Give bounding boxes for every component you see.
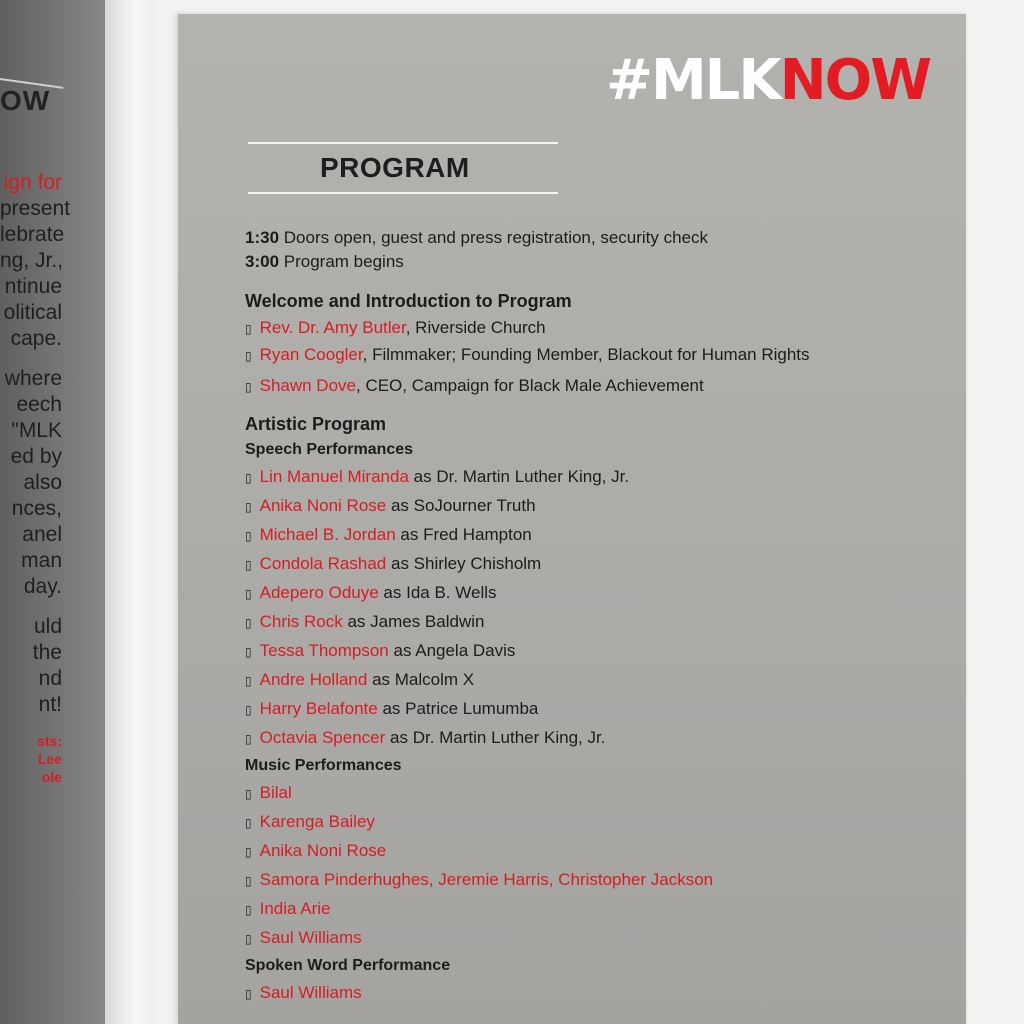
performer-name: Rev. Dr. Amy Butler xyxy=(259,318,406,337)
list-item xyxy=(245,608,945,637)
left-page-line: olitical xyxy=(3,301,62,324)
performer-name: Octavia Spencer xyxy=(259,728,386,747)
performer-name: Ryan Coogler xyxy=(259,345,363,364)
left-page-line xyxy=(0,352,118,366)
left-page-line: nces, xyxy=(11,497,62,520)
left-page-line: also xyxy=(23,471,62,494)
left-page-credit-line: Lee xyxy=(37,751,62,767)
program-page xyxy=(178,14,966,1024)
schedule-time: 1:30 xyxy=(245,228,280,247)
left-page-line: day. xyxy=(23,575,62,598)
page-title: PROGRAM xyxy=(320,152,470,183)
performer-detail: as Angela Davis xyxy=(388,641,516,660)
bullet-box-icon: ▯ xyxy=(245,558,252,572)
performer-detail: as James Baldwin xyxy=(342,612,485,631)
list-item xyxy=(245,866,945,895)
performer-name: Adepero Oduye xyxy=(259,583,379,602)
schedule-text: Program begins xyxy=(283,252,404,271)
left-page-line: ng, Jr., xyxy=(0,249,64,272)
music-list xyxy=(245,779,945,953)
welcome-list xyxy=(245,314,945,401)
left-page-line: lebrate xyxy=(0,223,65,246)
bullet-box-icon: ▯ xyxy=(245,874,252,888)
left-page-line: where xyxy=(4,367,62,390)
title-rule-bottom xyxy=(248,192,558,194)
bullet-box-icon: ▯ xyxy=(245,987,252,1001)
performer-detail: as Dr. Martin Luther King, Jr. xyxy=(385,728,606,747)
performer-detail: as Dr. Martin Luther King, Jr. xyxy=(408,467,630,486)
schedule-time: 3:00 xyxy=(245,252,280,271)
list-item xyxy=(245,837,945,866)
list-item xyxy=(245,314,945,343)
performer-name: Saul Williams xyxy=(259,928,362,947)
performer-detail: as SoJourner Truth xyxy=(386,496,536,515)
left-page-spacer xyxy=(0,718,118,732)
speech-list xyxy=(245,463,945,753)
music-heading: Music Performances xyxy=(245,757,402,774)
left-page-line: ntinue xyxy=(4,275,62,298)
bullet-box-icon: ▯ xyxy=(245,380,252,394)
bullet-box-icon: ▯ xyxy=(245,732,252,746)
performer-detail: , Filmmaker; Founding Member, Blackout for Human Rights xyxy=(362,345,810,364)
bullet-box-icon: ▯ xyxy=(245,932,252,946)
performer-detail: as Malcolm X xyxy=(367,670,475,689)
left-page-line: nd xyxy=(38,667,62,690)
performer-name: Anika Noni Rose xyxy=(259,496,387,515)
schedule-line xyxy=(245,250,945,274)
performer-name: Anika Noni Rose xyxy=(259,841,387,860)
performer-name: Shawn Dove xyxy=(259,376,356,395)
left-page-line: man xyxy=(21,549,62,572)
list-item xyxy=(245,579,945,608)
list-item xyxy=(245,637,945,666)
list-item xyxy=(245,372,945,401)
schedule-line xyxy=(245,226,945,250)
performer-name: Samora Pinderhughes, Jeremie Harris, Christopher Jackson xyxy=(259,870,714,889)
list-item xyxy=(245,779,945,808)
bullet-box-icon: ▯ xyxy=(245,674,252,688)
performer-name: Saul Williams xyxy=(259,983,362,1002)
mlknow-logo xyxy=(606,48,930,113)
performer-name: Andre Holland xyxy=(259,670,368,689)
left-page-line: nt! xyxy=(38,693,62,716)
bullet-box-icon: ▯ xyxy=(245,471,252,485)
bullet-box-icon: ▯ xyxy=(245,616,252,630)
left-page-line: present xyxy=(0,197,71,220)
list-item xyxy=(245,724,945,753)
list-item xyxy=(245,343,945,368)
title-rule-top xyxy=(248,142,558,144)
performer-detail: as Ida B. Wells xyxy=(378,583,497,602)
left-page-line: cape. xyxy=(10,327,62,350)
performer-name: Michael B. Jordan xyxy=(259,525,396,544)
list-item xyxy=(245,521,945,550)
left-page-line xyxy=(0,600,118,614)
list-item xyxy=(245,492,945,521)
left-page-text xyxy=(0,170,118,786)
list-item xyxy=(245,808,945,837)
bullet-box-icon: ▯ xyxy=(245,322,252,336)
performer-name: Lin Manuel Miranda xyxy=(259,467,409,486)
left-page-line: ign for xyxy=(3,171,62,194)
list-item xyxy=(245,695,945,724)
list-item xyxy=(245,463,945,492)
left-page xyxy=(0,0,118,1024)
performer-name: Bilal xyxy=(259,783,292,802)
left-page-credit-line: sts: xyxy=(37,733,62,749)
list-item xyxy=(245,924,945,953)
welcome-heading: Welcome and Introduction to Program xyxy=(245,291,572,311)
bullet-box-icon: ▯ xyxy=(245,787,252,801)
bullet-box-icon: ▯ xyxy=(245,645,252,659)
booklet-gutter xyxy=(105,0,155,1024)
left-page-line: eech xyxy=(16,393,62,416)
performer-name: Condola Rashad xyxy=(259,554,387,573)
logo-white-text: #MLK xyxy=(606,48,780,113)
left-page-line: ed by xyxy=(10,445,62,468)
performer-name: Chris Rock xyxy=(259,612,343,631)
left-page-title: OW xyxy=(0,85,51,116)
left-page-line: anel xyxy=(22,523,62,546)
performer-detail: , CEO, Campaign for Black Male Achievement xyxy=(356,376,704,395)
schedule-text: Doors open, guest and press registration, security check xyxy=(283,228,709,247)
bullet-box-icon: ▯ xyxy=(245,349,252,363)
left-page-line: the xyxy=(32,641,62,664)
list-item xyxy=(245,666,945,695)
left-page-line: uld xyxy=(33,615,62,638)
bullet-box-icon: ▯ xyxy=(245,587,252,601)
artistic-heading: Artistic Program xyxy=(245,414,387,434)
bullet-box-icon: ▯ xyxy=(245,845,252,859)
left-page-line: "MLK xyxy=(11,419,62,442)
spoken-heading: Spoken Word Performance xyxy=(245,957,451,974)
performer-name: Harry Belafonte xyxy=(259,699,378,718)
bullet-box-icon: ▯ xyxy=(245,816,252,830)
performer-name: Karenga Bailey xyxy=(259,812,375,831)
speech-heading: Speech Performances xyxy=(245,441,414,458)
list-item xyxy=(245,979,945,1008)
performer-detail: as Patrice Lumumba xyxy=(377,699,539,718)
bullet-box-icon: ▯ xyxy=(245,529,252,543)
spoken-list xyxy=(245,979,945,1008)
list-item xyxy=(245,550,945,579)
bullet-box-icon: ▯ xyxy=(245,500,252,514)
bullet-box-icon: ▯ xyxy=(245,903,252,917)
bullet-box-icon: ▯ xyxy=(245,703,252,717)
program-content xyxy=(245,226,945,1008)
performer-detail: as Shirley Chisholm xyxy=(386,554,542,573)
performer-name: Tessa Thompson xyxy=(259,641,389,660)
performer-detail: , Riverside Church xyxy=(405,318,546,337)
performer-name: India Arie xyxy=(259,899,331,918)
list-item xyxy=(245,895,945,924)
left-page-credit-line: ole xyxy=(41,769,62,785)
logo-red-text: NOW xyxy=(779,48,930,113)
performer-detail: as Fred Hampton xyxy=(395,525,532,544)
